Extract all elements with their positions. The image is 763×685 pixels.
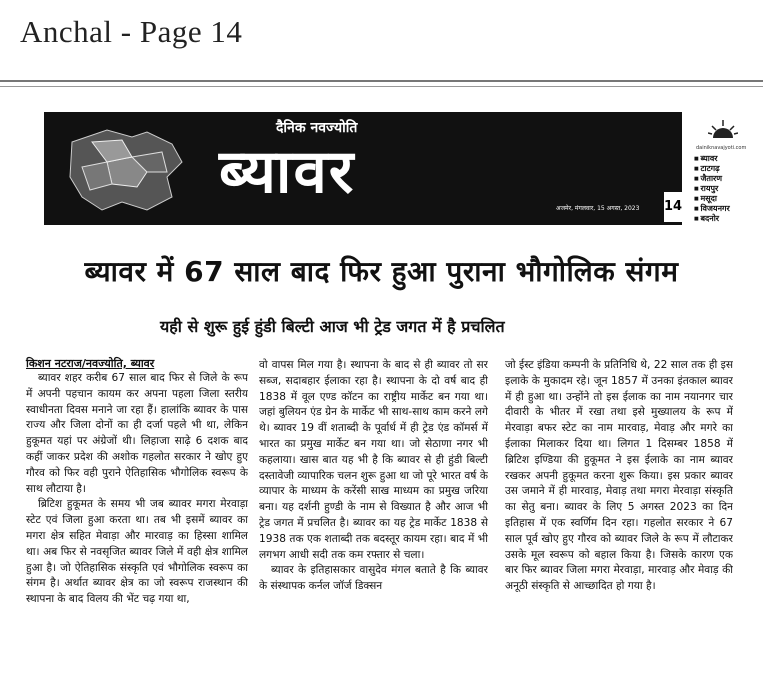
edition-date: अजमेर, मंगलवार, 15 अगस्त, 2023 (556, 205, 640, 212)
article-headline: ब्यावर में 67 साल बाद फिर हुआ पुराना भौगोलिक संगम (84, 255, 679, 288)
paragraph: ब्रिटिश हुकूमत के समय भी जब ब्यावर मगरा मेरवाड़ा स्टेट एवं जिला हुआ करता था। तब भी इसमें ब्यावर का मगरा क्षेत्र सहित मेवाड़ा और मारवाड़ का हिस्सा शामिल था। अब फिर से नवसृजित ब्यावर जिले में वही क्षेत्र शामिल हुआ है। जो ऐतिहासिक संस्कृति एवं भौगोलिक स्वरूप का संगम है। अर्थात ब्यावर क्षेत्र का जो स्वरूप राजस्थान की स्थापना के बाद विलय की भेंट चढ़ गया था, (26, 498, 248, 606)
city-item: ■ जैतारण (694, 174, 730, 184)
article-column-3 (505, 358, 733, 668)
page-label: Anchal - Page 14 (20, 14, 243, 49)
city-item: ■ बदनोर (694, 214, 730, 224)
city-item: ■ विजयनगर (694, 204, 730, 214)
masthead-bar (44, 112, 682, 225)
article-column-1 (26, 371, 248, 681)
newspaper-masthead (44, 112, 758, 225)
page-number: 14 (664, 192, 682, 222)
city-item: ■ ब्यावर (694, 154, 730, 164)
header-rule (0, 80, 763, 82)
city-item: ■ रायपुर (694, 184, 730, 194)
district-map-icon (52, 122, 202, 217)
city-item: ■ टाटगढ़ (694, 164, 730, 174)
sun-logo-icon (708, 118, 738, 142)
edition-cities-list (694, 154, 730, 224)
article-byline: किशन नटराज/नवज्योति, ब्यावर (26, 357, 155, 370)
site-url: dainiknavajyoti.com (696, 145, 747, 151)
header-rule-thin (0, 86, 763, 87)
paragraph: जो ईस्ट इंडिया कम्पनी के प्रतिनिधि थे, 22 साल तक ही इस इलाके के मुकादम रहे। जून 1857 में उनका इंतकाल ब्यावर में ही हुआ था। उन्होंने तो इस ईलाक का नाम नयानगर चार दीवारी के भीतर में रखा तथा इसे मुख्यालय के रूप में मेरवाड़ा बफर स्टेट का नाम मारवाड़, मेवाड़ और मगरे का ईलाका मिलाकर दिया था। लिगत 1 दिसम्बर 1858 में ब्रिटिश इण्डिया की हुकूमत ने इस ईलाके का नाम ब्यावर रखकर अपनी हुकूमत करना शुरू किया। इस प्रकार ब्यावर उस जमाने में ही मारवाड़, मेवाड़ तथा मगरा मेरवाड़ा संस्कृति का सेतु बना। ब्यावर के लिए 5 अगस्त 2023 का दिन इतिहास में एक स्वर्णिम दिन रहा। गहलोत सरकार ने 67 साल पूर्व खोए हुए गौरव को ब्यावर जिले के रूप में लौटाकर उसके मूल स्वरूप को बहाल किया है। जिसके कारण एक बार फिर ब्यावर जिला मगरा मेरवाड़ा, मारवाड़ और मेवाड़ की अनूठी संस्कृति से आच्छादित हो गया है। (505, 359, 733, 593)
edition-city-title: ब्यावर (219, 137, 356, 207)
article-column-2 (259, 358, 488, 668)
paragraph: वो वापस मिल गया है। स्थापना के बाद से ही ब्यावर तो सर सब्ज, सदाबहार ईलाका रहा है। स्थापना के दो वर्ष बाद ही 1838 में वूल एण्ड कॉटन का राष्ट्रीय मार्केट बन गया था। जहां बुलियन एंड ग्रेन के मार्केट भी साथ-साथ काम करने लगे थे। ब्यावर 19 वीं शताब्दी के पूर्वार्ध में ही ट्रेड एंड कॉमर्स में भारत का प्रमुख मार्केट बन गया था। जो सेठाणा नगर भी कहलाया। खास बात यह भी है कि ब्यावर से ही हुंडी बिल्टी दस्तावेजी व्यापारिक चलन शुरू हुआ था जो पूरे भारत वर्ष के व्यापार के माध्यम के करेंसी साख माध्यम का प्रमुख जरिया बना। यह दर्शनी हुण्डी के नाम से विख्यात है और आज भी ट्रेड जगत में प्रचलित है। ब्यावर का यह ट्रेड मार्केट 1838 से 1938 तक एक शताब्दी तक बदस्तूर कायम रहा। बाद में भी लगभग आधी सदी तक कम रफ्तार से चला। (259, 359, 488, 561)
city-item: ■ मसूदा (694, 194, 730, 204)
article-subhead: यही से शुरू हुई हुंडी बिल्टी आज भी ट्रेड जगत में है प्रचलित (160, 317, 505, 336)
newspaper-name: दैनिक नवज्योति (276, 120, 358, 136)
paragraph: ब्यावर शहर करीब 67 साल बाद फिर से जिले के रूप में अपनी पहचान कायम कर अपना पहला जिला स्तरीय स्वाधीनता दिवस मनाने जा रहा हैं। हालांकि ब्यावर के पास राज्य और जिला दोनों का ही दर्जा पहले भी था, लेकिन हुकूमत यहां पर अंग्रेजों थी। लिहाजा साढ़े 6 दशक बाद कहीं जाकर प्रदेश की अशोक गहलोत सरकार ने खोए हुए गौरव को फिर वही पुराने ऐतिहासिक भौगोलिक स्वरूप के साथ लौटाया है। (26, 372, 248, 495)
paragraph: ब्यावर के इतिहासकार वासुदेव मंगल बताते है कि ब्यावर के संस्थापक कर्नल जॉर्ज डिक्सन (259, 564, 488, 593)
